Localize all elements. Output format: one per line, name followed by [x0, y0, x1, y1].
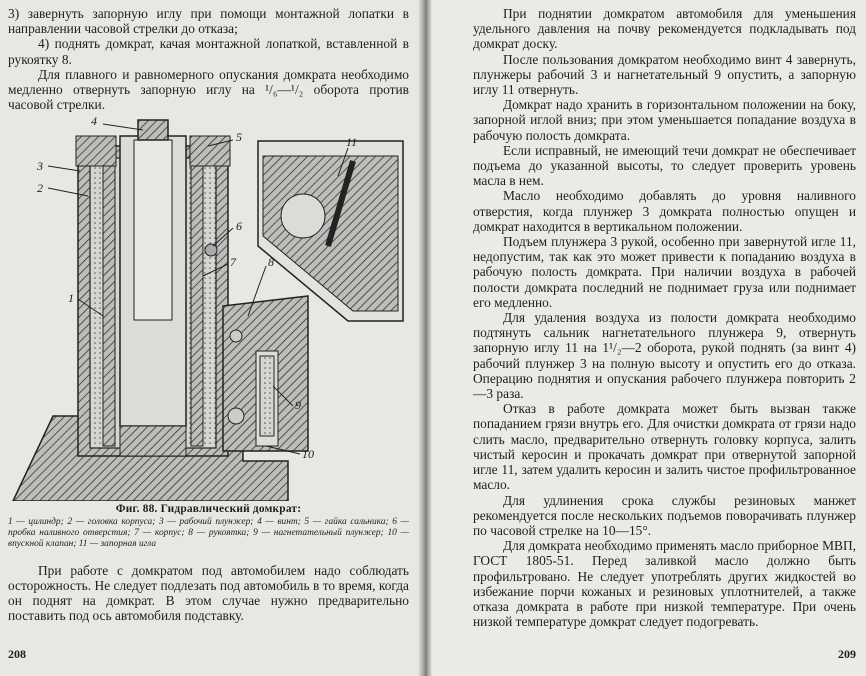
right-page	[425, 0, 866, 676]
paragraph-2: После пользования домкратом необходимо винт 4 завернуть, плунжеры рабочий 3 и нагнетательный 9 опустить, а запорную иглу 11 отвернуть.	[473, 51, 856, 98]
step-3-paragraph: 3) завернуть запорную иглу при помощи монтажной лопатки в направлении часовой стрелки до отказа;	[8, 6, 409, 37]
paragraph-5: Масло необходимо добавлять до уровня наливного отверстия, когда плунжер 3 домкрата полностью опущен и домкрат находится в вертикальном положении.	[473, 188, 856, 234]
figure-legend: 1 — цилиндр; 2 — головка корпуса; 3 — рабочий плунжер; 4 — винт; 5 — гайка сальника; 6 — пробка наливного отверстия; 7 — корпус; 8 — рукоятка; 9 — нагнетательный плунжер; 10 — впускной клапан; 11 — запорная игла	[8, 517, 409, 550]
paragraph-6: Подъем плунжера 3 рукой, особенно при завернутой игле 11, недопустим, так как это может привести к попаданию воздуха в рабочую полость домкрата. При наличии воздуха в рабочей полости домкрата последний не поднимает груза или поднимает его медленно.	[473, 234, 856, 310]
book-gutter	[418, 0, 432, 676]
paragraph-4: Если исправный, не имеющий течи домкрат не обеспечивает подъема до указанной высоты, то следует проверить уровень масла в нем.	[473, 142, 856, 189]
paragraph-10: Для домкрата необходимо применять масло приборное МВП, ГОСТ 1805-51. Перед заливкой масло должно быть профильтровано. Не следует употреблять других жидкостей во избежание порчи кожаных и резиновых уплотнителей, а также отказа домкрата в работе при низкой температуре. При очень низкой температуре домкрат следует подогревать.	[473, 538, 856, 630]
label-7: 7	[230, 255, 236, 270]
page-number-left: 208	[8, 647, 26, 661]
hydraulic-jack-figure	[8, 116, 413, 501]
label-8: 8	[268, 255, 274, 270]
paragraph-1: При поднятии домкратом автомобиля для уменьшения удельного давления на почву рекомендуется подкладывать под домкрат доску.	[473, 6, 856, 52]
label-3: 3	[37, 159, 43, 174]
safety-paragraph: При работе с домкратом под автомобилем надо соблюдать осторожность. Не следует подлезать под автомобиль в то время, когда он поднят на домкрат. В этом случае нужно предварительно поставить под ось автомобиля подставку.	[8, 562, 409, 624]
label-10: 10	[302, 447, 314, 462]
label-9: 9	[295, 398, 301, 413]
hydraulic-jack-drawing	[8, 116, 413, 501]
paragraph-9: Для удлинения срока службы резиновых манжет рекомендуется после нескольких подъемов поворачивать плунжер по часовой стрелке на 10—15°.	[473, 492, 856, 538]
label-1: 1	[68, 291, 74, 306]
label-11: 11	[346, 135, 358, 150]
label-5: 5	[236, 130, 242, 145]
paragraph-8: Отказ в работе домкрата может быть вызван также попаданием грязи внутрь его. Для очистки домкрата от грязи надо слить масло, предварительно отвернуть головку корпуса, залить чистый керосин и прокачать домкрат при отвернутой запорной игле 11, затем удалить керосин и залить чистое профильтрованное масло.	[473, 401, 856, 493]
step-4-paragraph: 4) поднять домкрат, качая монтажной лопаткой, вставленной в рукоятку 8.	[8, 36, 409, 67]
page-number-right: 209	[838, 647, 856, 661]
paragraph-7: Для удаления воздуха из полости домкрата необходимо подтянуть сальник нагнетательного плунжера 9, отвернуть запорную иглу 11 на 1¹/₂—2 оборота, рукой поднять (за винт 4) рабочий плунжер 3 на полную высоту и опустить его до отказа. Операцию поднятия и опускания рабочего плунжера повторить 2—3 раза.	[473, 310, 856, 402]
label-4: 4	[91, 116, 97, 129]
label-6: 6	[236, 219, 242, 234]
left-page	[0, 0, 425, 676]
lowering-paragraph: Для плавного и равномерного опускания домкрата необходимо медленно отвернуть запорную иглу на ¹/₆—¹/₂ оборота против часовой стрелки.	[8, 66, 409, 113]
label-2: 2	[37, 181, 43, 196]
figure-caption-title: Фиг. 88. Гидравлический домкрат:	[115, 503, 302, 516]
paragraph-3: Домкрат надо хранить в горизонтальном положении на боку, запорной иглой вниз; при этом уменьшается попадание воздуха в рабочую полость домкрата.	[473, 97, 856, 143]
